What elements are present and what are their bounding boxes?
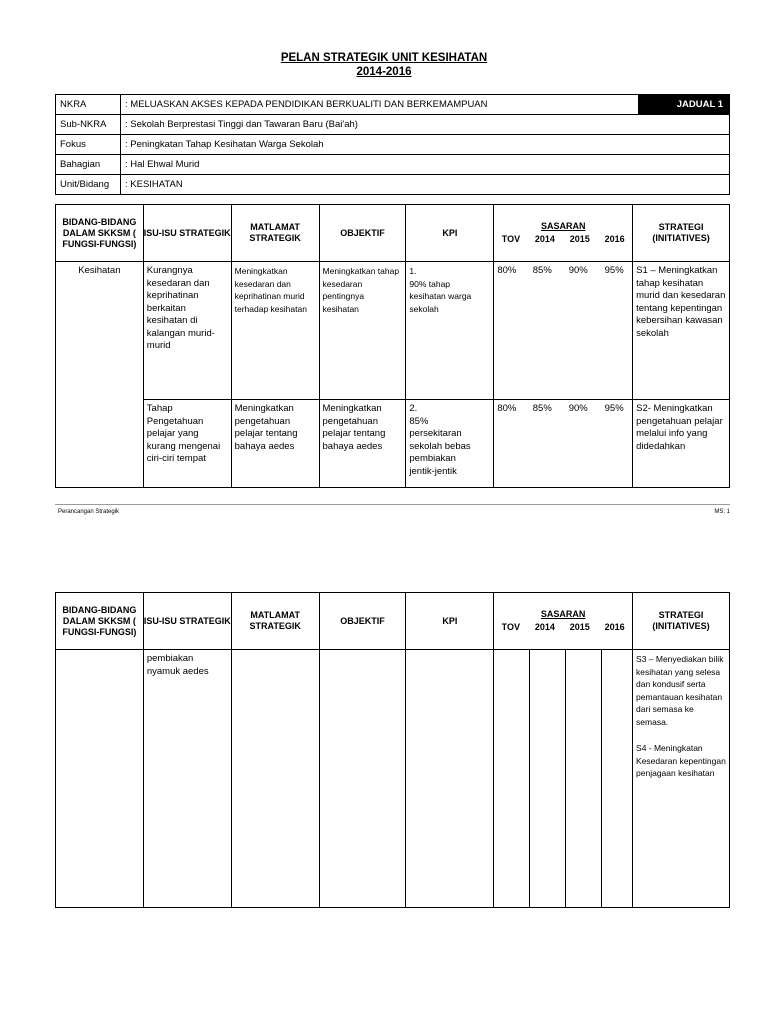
cell-2015-2: 90% [566,400,602,488]
cell-objektif-empty [319,650,406,908]
cell-objektif-2: Meningkatkan pengetahuan pelajar tentang bahaya aedes [319,400,406,488]
footer-left: Perancangan Strategik [58,509,120,515]
col-matlamat: MATLAMAT STRATEGIK [231,205,319,262]
col-2016: 2016 [604,234,625,244]
col-kpi: KPI [406,205,494,262]
cell-isu-2: Tahap Pengetahuan pelajar yang kurang mengenai ciri-ciri tempat [143,400,231,488]
col-bidang: BIDANG-BIDANG DALAM SKKSM ( FUNGSI-FUNGSI) [56,593,144,650]
col-sasaran-group [494,205,633,262]
col-strategi: STRATEGI (INITIATIVES) [633,205,730,262]
info-value-fokus: : Peningkatan Tahap Kesihatan Warga Sekolah [121,135,730,155]
col-2015: 2015 [569,234,590,244]
info-table [55,94,730,195]
col-matlamat: MATLAMAT STRATEGIK [231,593,319,650]
info-value-unit: : KESIHATAN [121,175,730,195]
col-objektif: OBJEKTIF [319,593,406,650]
col-sasaran: SASARAN [540,221,586,231]
col-bidang: BIDANG-BIDANG DALAM SKKSM ( FUNGSI-FUNGSI) [56,205,144,262]
cell-tov-2: 80% [494,400,530,488]
jadual-badge: JADUAL 1 [639,95,730,115]
col-tov: TOV [501,234,521,244]
cell-strategi-1: S1 – Meningkatkan tahap kesihatan murid dan kesedaran tentang kepentingan kebersihan kawasan sekolah [633,262,730,400]
kpi-text-1: 90% tahap kesihatan warga sekolah [409,278,472,314]
strategi-s4: S4 - Meningkatan Kesedaran kepentingan penjagaan kesihatan [636,743,726,778]
cell-strategi-2: S2- Meningkatkan pengetahuan pelajar melalui info yang didedahkan [633,400,730,488]
col-sasaran: SASARAN [540,609,586,619]
cell-tov-1: 80% [494,262,530,400]
col-strategi: STRATEGI (INITIATIVES) [633,593,730,650]
info-label-nkra: NKRA [56,95,121,115]
cell-matlamat-1: Meningkatkan kesedaran dan keprihatinan murid terhadap kesihatan [231,262,319,400]
cell-kpi-empty [406,650,494,908]
col-sasaran-group [494,593,633,650]
col-2016: 2016 [604,622,625,632]
cell-bidang: Kesihatan [56,262,144,488]
col-2014: 2014 [534,622,555,632]
cell-kpi-2 [406,400,494,488]
cell-objektif-1: Meningkatkan tahap kesedaran pentingnya kesihatan [319,262,406,400]
kpi-text-2: 85% persekitaran sekolah bebas pembiakan jentik-jentik [409,415,471,477]
cell-2015-1: 90% [566,262,602,400]
cell-strategi-3 [633,650,730,908]
strategic-table-2 [55,592,730,908]
page-footer [55,504,730,515]
info-value-subnkra: : Sekolah Berprestasi Tinggi dan Tawaran Baru (Bai'ah) [121,115,730,135]
cell-tov-empty [494,650,530,908]
kpi-number-1: 1. [409,266,417,276]
cell-isu-3: pembiakan nyamuk aedes [143,650,231,908]
col-kpi: KPI [406,593,494,650]
title-line2: 2014-2016 [356,66,412,78]
info-value-nkra: : MELUASKAN AKSES KEPADA PENDIDIKAN BERKUALITI DAN BERKEMAMPUAN [121,95,639,115]
strategic-table-1 [55,204,730,488]
col-2014: 2014 [534,234,555,244]
info-label-unit: Unit/Bidang [56,175,121,195]
cell-2016-2: 95% [602,400,633,488]
cell-2014-1: 85% [530,262,566,400]
cell-bidang-empty [56,650,144,908]
cell-2015-empty [566,650,602,908]
cell-matlamat-2: Meningkatkan pengetahuan pelajar tentang bahaya aedes [231,400,319,488]
col-isu: ISU-ISU STRATEGIK [143,205,231,262]
title-line1: PELAN STRATEGIK UNIT KESIHATAN [280,52,488,64]
cell-2014-2: 85% [530,400,566,488]
col-isu: ISU-ISU STRATEGIK [143,593,231,650]
cell-isu-1: Kurangnya kesedaran dan keprihatinan berkaitan kesihatan di kalangan murid-murid [143,262,231,400]
col-2015: 2015 [569,622,590,632]
cell-2016-empty [602,650,633,908]
cell-2014-empty [530,650,566,908]
info-label-subnkra: Sub-NKRA [56,115,121,135]
cell-2016-1: 95% [602,262,633,400]
cell-kpi-1 [406,262,494,400]
info-label-fokus: Fokus [56,135,121,155]
kpi-number-2: 2. [409,403,418,414]
footer-right: MS: 1 [714,509,730,515]
col-objektif: OBJEKTIF [319,205,406,262]
cell-matlamat-empty [231,650,319,908]
info-value-bahagian: : Hal Ehwal Murid [121,155,730,175]
info-label-bahagian: Bahagian [56,155,121,175]
col-tov: TOV [501,622,521,632]
strategi-s3: S3 – Menyediakan bilik kesihatan yang selesa dan kondusif serta pemantauan kesihatan dari semasa ke semasa. [636,654,724,727]
page-title [0,51,768,79]
